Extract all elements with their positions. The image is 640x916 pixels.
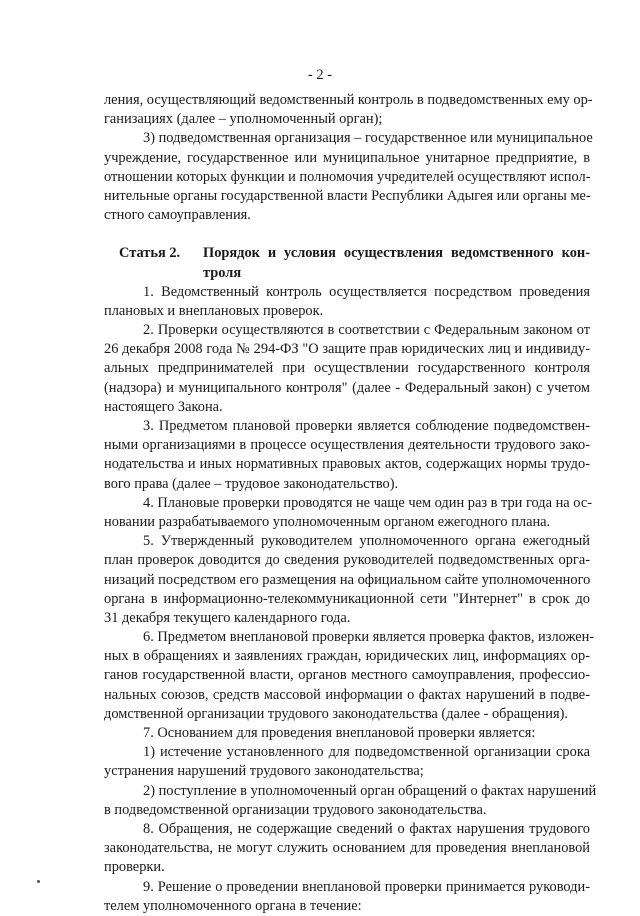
text-line: план проверок доводится до сведения руководителей подведомственных орга-: [104, 552, 590, 569]
text-line: устранения нарушений трудового законодательства;: [104, 763, 424, 780]
text-line: 3. Предметом плановой проверки является соблюдение подведомствен-: [143, 418, 590, 434]
text-line: домственной организации трудового законодательства (далее - обращения).: [104, 705, 568, 722]
text-line: ления, осуществляющий ведомственный контроль в подведомственных ему ор-: [104, 92, 593, 108]
text-line: ганов государственной власти, органов местного самоуправления, профессио-: [104, 667, 590, 684]
text-line: отношении которых функции и полномочия учредителей осуществляют испол-: [104, 168, 591, 185]
text-line: низаций посредством его размещения на официальном сайте уполномоченного: [104, 571, 591, 588]
text-line: 1. Ведомственный контроль осуществляется посредством проведения: [143, 283, 590, 300]
text-line: ганизациях (далее – уполномоченный орган);: [104, 111, 383, 128]
text-line: 31 декабря текущего календарного года.: [104, 609, 351, 626]
text-line: 9. Решение о проведении внеплановой проверки принимается руководи-: [143, 878, 590, 895]
text-line: органа в информационно-телекоммуникационной сети "Интернет" в срок до: [104, 590, 590, 607]
text-line: стного самоуправления.: [104, 207, 251, 224]
page-number: - 2 -: [307, 67, 333, 83]
scan-speck: [37, 880, 40, 883]
article-title-line: троля: [203, 264, 242, 281]
text-line: 6. Предметом внеплановой проверки является проверка фактов, изложен-: [143, 629, 595, 646]
text-line: законодательства, не могут служить основанием для проведения внеплановой: [104, 840, 590, 857]
text-line: в подведомственной организации трудового законодательства.: [104, 801, 487, 818]
text-line: 2. Проверки осуществляются в соответствии с Федеральным законом от: [143, 322, 590, 339]
text-line: 5. Утвержденный руководителем уполномоченного органа ежегодный: [143, 533, 590, 550]
text-line: альных предпринимателей при осуществлении государственного контроля: [104, 360, 590, 377]
text-line: нодательства и иных нормативных правовых актов, содержащих нормы трудо-: [104, 456, 590, 473]
text-line: учреждение, государственное или муниципальное унитарное предприятие, в: [104, 149, 590, 166]
text-line: проверки.: [104, 859, 165, 876]
intro-paragraphs: [104, 91, 597, 916]
text-line: телем уполномоченного органа в течение:: [104, 897, 362, 914]
text-line: плановых и внеплановых проверок.: [104, 302, 324, 319]
text-line: ными организациями в процессе осуществления деятельности трудового зако-: [104, 437, 590, 454]
text-line: вого права (далее – трудовое законодательство).: [104, 475, 399, 492]
text-line: 26 декабря 2008 года № 294-ФЗ "О защите прав юридических лиц и индивиду-: [104, 341, 590, 358]
article-number: Статья 2.: [119, 245, 181, 262]
text-line: ных в обращениях и заявлениях граждан, юридических лиц, информациях ор-: [104, 648, 590, 665]
text-line: новании разрабатываемого уполномоченным органом ежегодного плана.: [104, 513, 551, 530]
text-line: (надзора) и муниципального контроля" (далее - Федеральный закон) с учетом: [104, 379, 590, 396]
text-line: настоящего Закона.: [104, 398, 223, 415]
text-line: 7. Основанием для проведения внеплановой проверки является:: [143, 725, 536, 741]
text-line: 8. Обращения, не содержащие сведений о фактах нарушения трудового: [143, 820, 590, 837]
text-line: 3) подведомственная организация – государственное или муниципальное: [143, 130, 593, 147]
article-title-line: Порядок и условия осуществления ведомственного кон-: [203, 245, 590, 262]
text-line: 4. Плановые проверки проводятся не чаще чем один раз в три года на ос-: [143, 494, 593, 511]
article-heading: [104, 244, 590, 282]
text-line: нальных союзов, средств массовой информации о фактах нарушений в подве-: [104, 686, 590, 703]
text-line: 1) истечение установленного для подведомственной организации срока: [143, 744, 590, 761]
text-line: 2) поступление в уполномоченный орган обращений о фактах нарушений: [143, 782, 597, 799]
text-line: нительные органы государственной власти Республики Адыгея или органы ме-: [104, 187, 591, 204]
